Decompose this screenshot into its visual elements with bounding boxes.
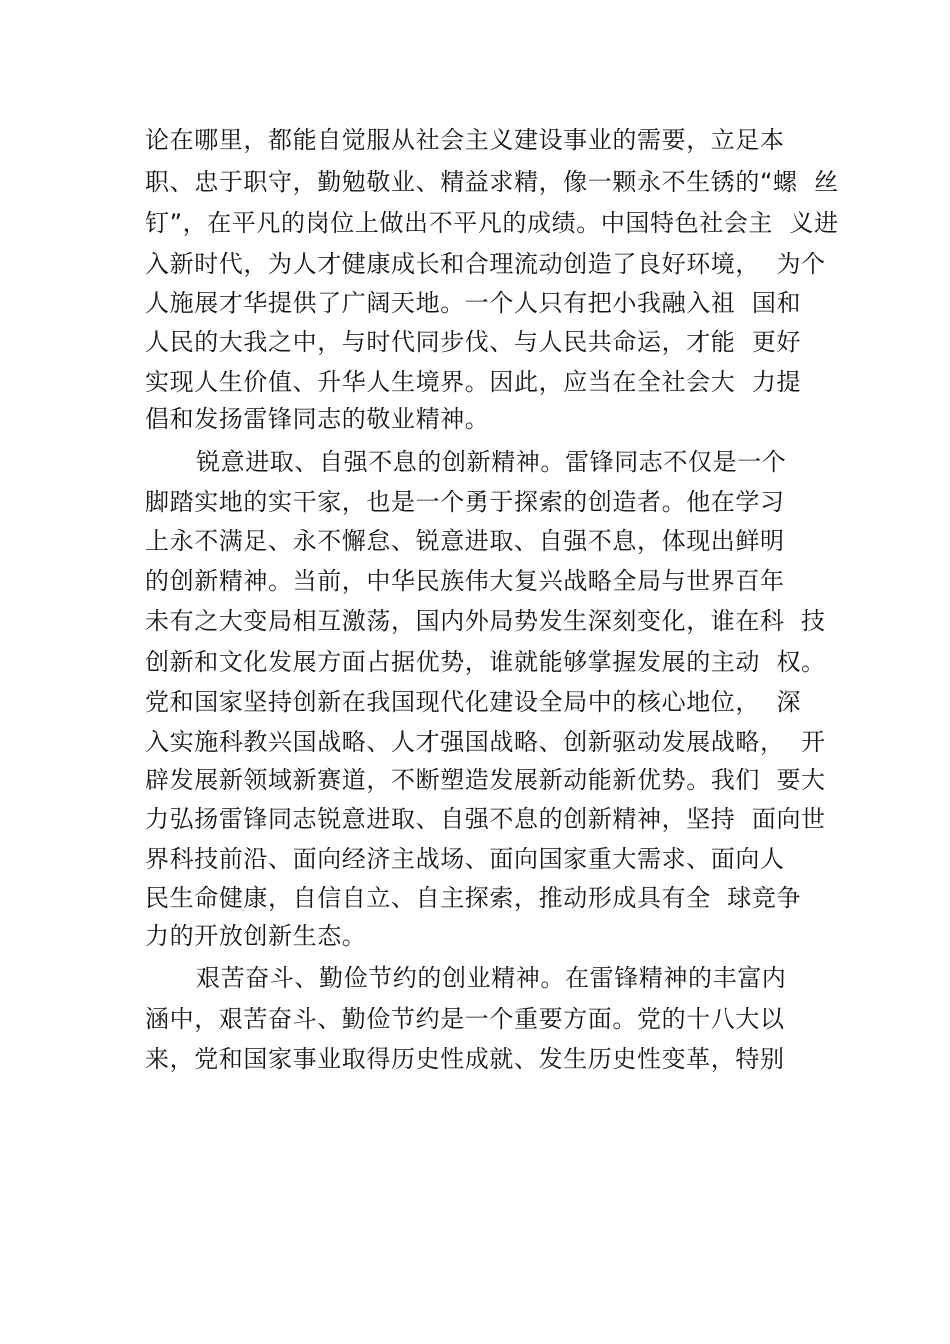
paragraph-heading-line: 锐意进取、自强不息的创新精神。雷锋同志不仅是一个	[196, 448, 787, 476]
text-line: 职、忠于职守，勤勉敬业、精益求精，像一颗永不生锈的“螺 丝	[145, 168, 839, 196]
text-line: 实现人生价值、升华人生境界。因此，应当在全社会大 力提	[145, 368, 802, 396]
text-line: 倡和发扬雷锋同志的敬业精神。	[145, 405, 490, 433]
text-line: 力弘扬雷锋同志锐意进取、自强不息的创新精神，坚持 面向世	[145, 805, 826, 833]
text-line: 民生命健康，自信自立、自主探索，推动形成具有全 球竞争	[145, 884, 802, 912]
text-line: 人施展才华提供了广阔天地。一个人只有把小我融入祖 国和	[145, 289, 802, 317]
text-line: 人民的大我之中，与时代同步伐、与人民共命运，才能 更好	[145, 328, 802, 356]
text-line: 钉”，在平凡的岗位上做出不平凡的成绩。中国特色社会主 义进	[145, 209, 839, 237]
text-line: 力的开放创新生态。	[145, 922, 367, 950]
text-line: 来，党和国家事业取得历史性成就、发生历史性变革，特别	[145, 1045, 785, 1073]
text-line: 界科技前沿、面向经济主战场、面向国家重大需求、面向人	[145, 845, 785, 873]
text-line: 党和国家坚持创新在我国现代化建设全局中的核心地位， 深	[145, 688, 802, 716]
text-line: 脚踏实地的实干家，也是一个勇于探索的创造者。他在学习	[145, 488, 785, 516]
text-line: 入新时代，为人才健康成长和合理流动创造了良好环境， 为个	[145, 250, 826, 278]
paragraph-heading-line: 艰苦奋斗、勤俭节约的创业精神。在雷锋精神的丰富内	[196, 964, 787, 992]
text-line: 辟发展新领域新赛道，不断塑造发展新动能新优势。我们 要大	[145, 766, 826, 794]
text-line: 入实施科教兴国战略、人才强国战略、创新驱动发展战略， 开	[145, 728, 826, 756]
text-line: 的创新精神。当前，中华民族伟大复兴战略全局与世界百年	[145, 567, 785, 595]
text-line: 上永不满足、永不懈怠、锐意进取、自强不息，体现出鲜明	[145, 527, 785, 555]
text-line: 创新和文化发展方面占据优势，谁就能够掌握发展的主动 权。	[145, 648, 826, 676]
text-line: 涵中，艰苦奋斗、勤俭节约是一个重要方面。党的十八大以	[145, 1005, 785, 1033]
text-line: 未有之大变局相互激荡，国内外局势发生深刻变化，谁在科 技	[145, 607, 826, 635]
text-line: 论在哪里，都能自觉服从社会主义建设事业的需要，立足本	[145, 126, 785, 154]
